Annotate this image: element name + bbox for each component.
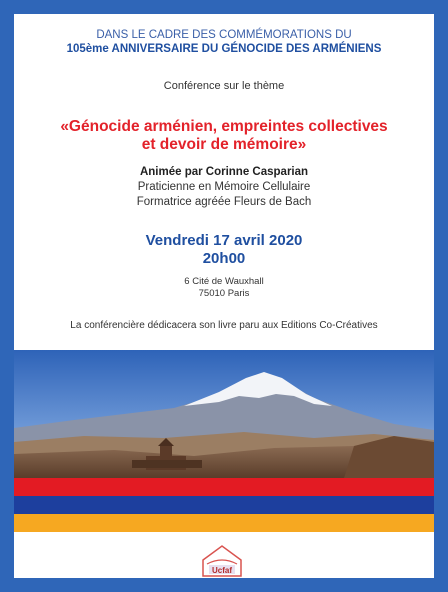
event-time: 20h00 bbox=[202, 250, 246, 267]
header-line-2: 105ème ANNIVERSAIRE DU GÉNOCIDE DES ARMÉNIENS bbox=[66, 43, 382, 55]
speaker-role-1: Praticienne en Mémoire Cellulaire bbox=[137, 181, 311, 193]
flag-stripe-red bbox=[14, 478, 434, 496]
poster bbox=[14, 14, 434, 578]
title-line-1: «Génocide arménien, empreintes collectives bbox=[60, 118, 388, 135]
speaker-name: Animée par Corinne Casparian bbox=[139, 166, 309, 178]
speaker-role-2: Formatrice agréée Fleurs de Bach bbox=[136, 196, 312, 208]
address-line-2: 75010 Paris bbox=[198, 288, 250, 299]
flag-stripe-orange bbox=[14, 514, 434, 532]
event-date: Vendredi 17 avril 2020 bbox=[145, 232, 303, 249]
address-line-1: 6 Cité de Wauxhall bbox=[184, 276, 264, 287]
logo-text: Ucfaf bbox=[211, 566, 233, 575]
theme-label: Conférence sur le thème bbox=[163, 80, 285, 92]
header-line-1: DANS LE CADRE DES COMMÉMORATIONS DU bbox=[96, 29, 352, 41]
mount-ararat-photo bbox=[14, 350, 434, 478]
book-signing-note: La conférencière dédicacera son livre paru aux Editions Co-Créatives bbox=[70, 320, 378, 331]
title-line-2: et devoir de mémoire» bbox=[141, 136, 307, 153]
conference-title bbox=[14, 118, 434, 154]
ucfaf-logo bbox=[197, 542, 247, 578]
flag-stripe-blue bbox=[14, 496, 434, 514]
